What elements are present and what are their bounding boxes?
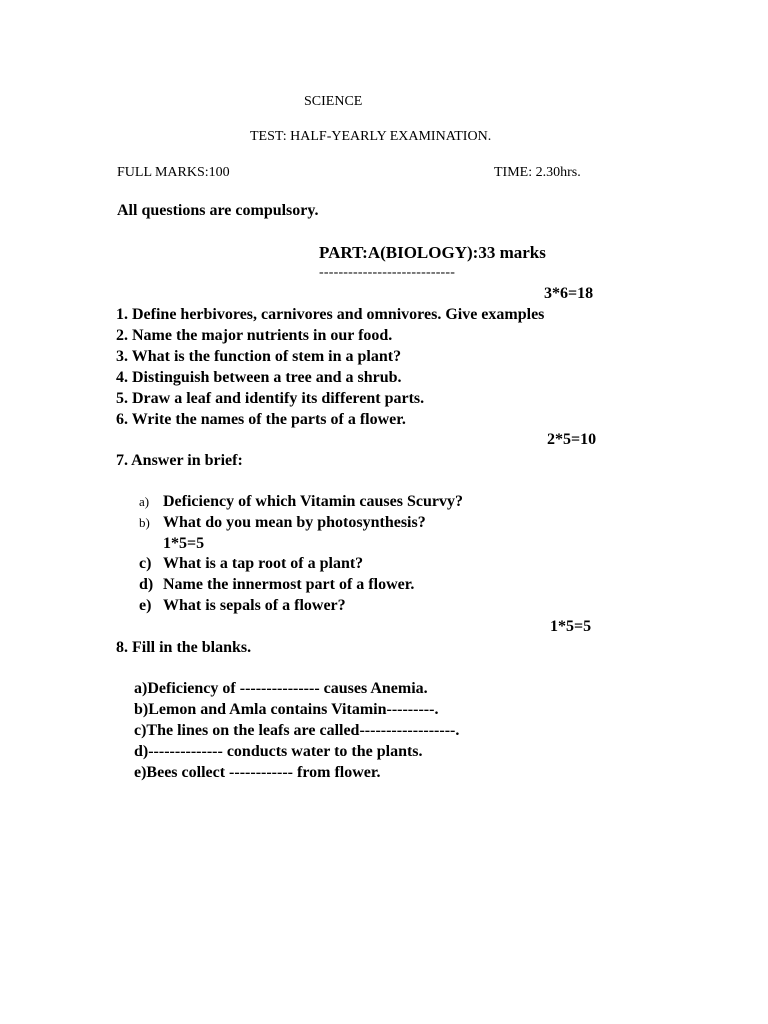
question-4: 4. Distinguish between a tree and a shrub. <box>116 369 402 386</box>
subject-title: SCIENCE <box>304 94 363 109</box>
q7-item-a <box>139 493 463 511</box>
q7-item-d-text: Name the innermost part of a flower. <box>163 576 415 593</box>
part-a-underline: ---------------------------- <box>319 265 456 280</box>
marks-allocation-2: 2*5=10 <box>547 431 597 448</box>
question-7: 7. Answer in brief: <box>116 452 243 469</box>
marks-allocation-1: 3*6=18 <box>544 285 594 302</box>
question-5: 5. Draw a leaf and identify its different parts. <box>116 390 425 407</box>
q7-item-e-text: What is sepals of a flower? <box>163 597 346 614</box>
question-1: 1. Define herbivores, carnivores and omnivores. Give examples <box>116 306 545 323</box>
full-marks-label: FULL MARKS:100 <box>117 165 230 180</box>
q8-item-d: d)-------------- conducts water to the plants. <box>134 743 423 760</box>
q8-item-c: c)The lines on the leafs are called------------------. <box>134 722 460 739</box>
q7-item-c-text: What is a tap root of a plant? <box>163 555 364 572</box>
list-marker: a) <box>139 494 150 509</box>
q7-item-d <box>139 576 414 594</box>
list-marker: d) <box>139 576 154 593</box>
part-a-title: PART:A(BIOLOGY):33 marks <box>319 243 546 262</box>
q7-item-b-text: What do you mean by photosynthesis? <box>163 514 426 531</box>
q7-item-c <box>139 555 363 573</box>
question-2: 2. Name the major nutrients in our food. <box>116 327 393 344</box>
q8-item-b: b)Lemon and Amla contains Vitamin---------. <box>134 701 439 718</box>
q8-item-a: a)Deficiency of --------------- causes Anemia. <box>134 680 428 697</box>
question-3: 3. What is the function of stem in a plant? <box>116 348 402 365</box>
list-marker: e) <box>139 597 152 614</box>
marks-allocation-3: 1*5=5 <box>163 535 205 552</box>
q8-item-e: e)Bees collect ------------ from flower. <box>134 764 381 781</box>
q7-item-e <box>139 597 346 615</box>
instruction-text: All questions are compulsory. <box>117 202 319 219</box>
test-title: TEST: HALF-YEARLY EXAMINATION. <box>250 129 492 144</box>
marks-allocation-4: 1*5=5 <box>550 618 592 635</box>
q7-item-a-text: Deficiency of which Vitamin causes Scurvy? <box>163 493 463 510</box>
list-marker: b) <box>139 515 150 530</box>
list-marker: c) <box>139 555 152 572</box>
question-8: 8. Fill in the blanks. <box>116 639 252 656</box>
time-label: TIME: 2.30hrs. <box>494 165 581 180</box>
question-6: 6. Write the names of the parts of a flower. <box>116 411 406 428</box>
q7-item-b <box>139 514 426 532</box>
